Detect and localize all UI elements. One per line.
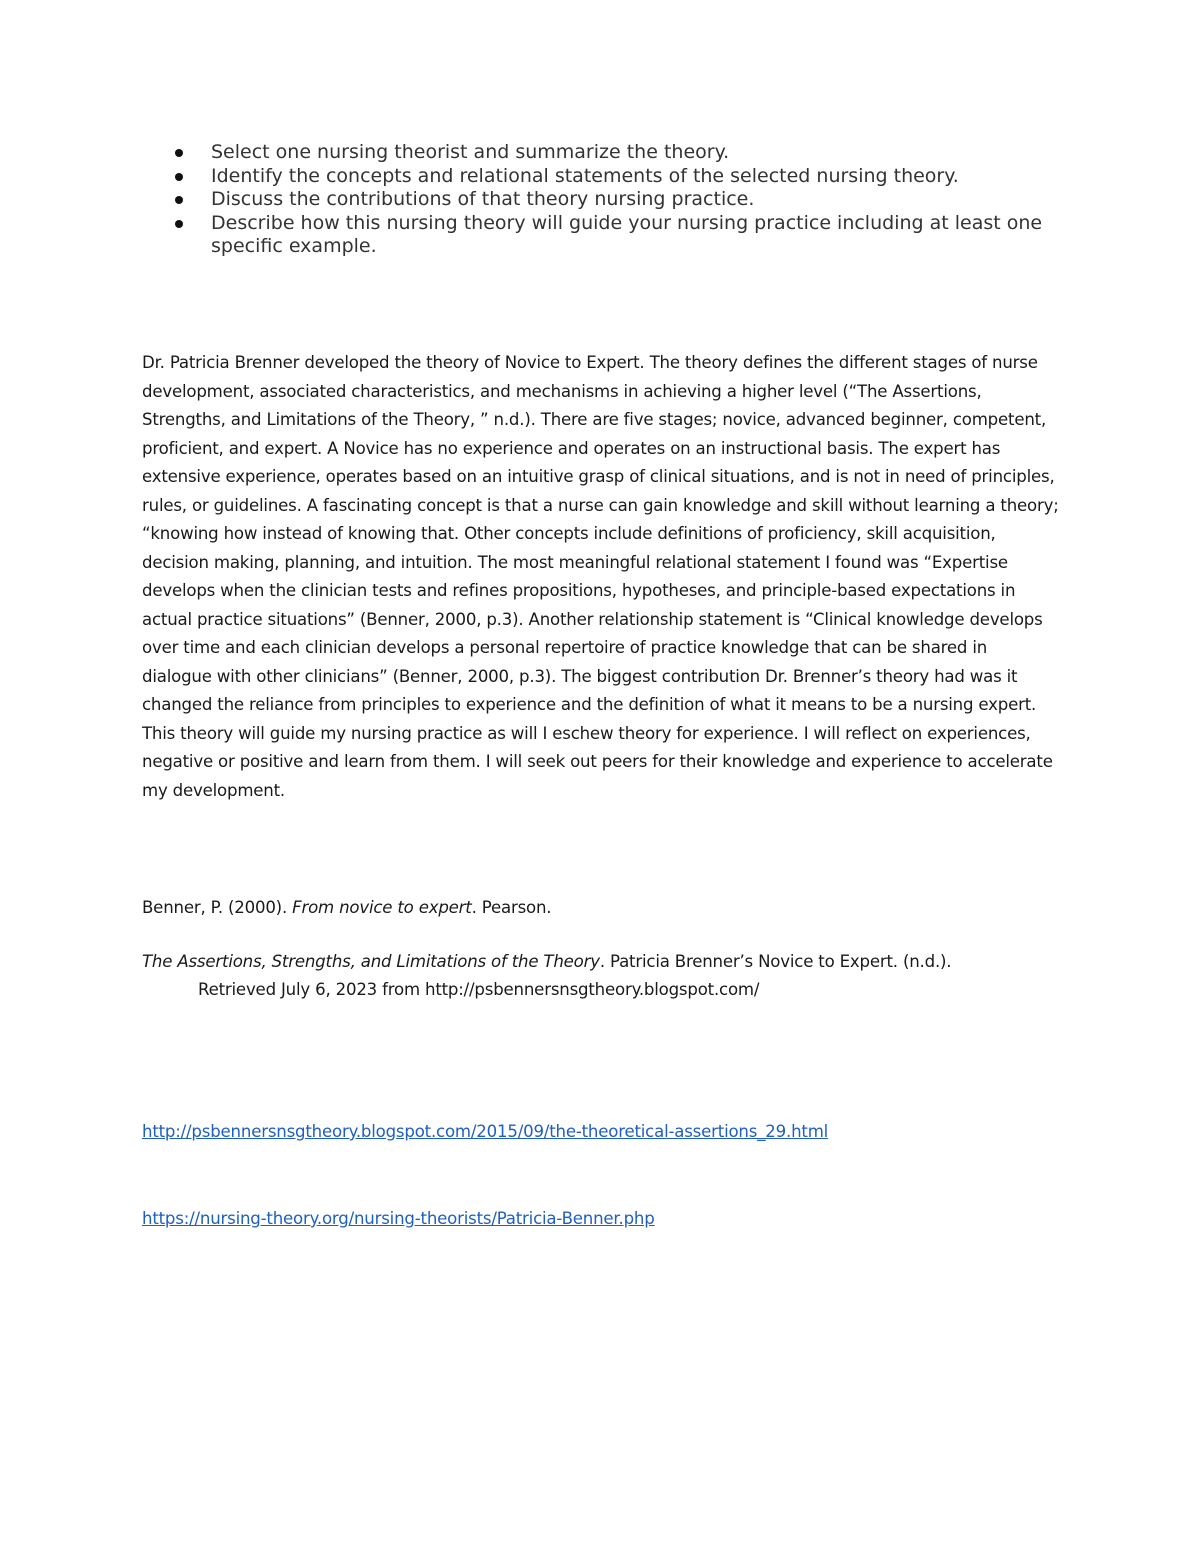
bullet-icon bbox=[175, 196, 183, 204]
bullet-icon bbox=[175, 220, 183, 228]
instruction-item bbox=[173, 165, 1053, 189]
link-blogspot[interactable]: http://psbennersnsgtheory.blogspot.com/2015/09/the-theoretical-assertions_29.html bbox=[142, 1122, 829, 1141]
bullet-icon bbox=[175, 173, 183, 181]
essay-paragraph: Dr. Patricia Brenner developed the theory of Novice to Expert. The theory defines the different stages of nurse development, associated characteristics, and mechanisms in achieving a higher level (“The Assertions, Strengths, and Limitations of the Theory, ” n.d.). There are five stages; novice, advanced beginner, competent, proficient, and expert. A Novice has no experience and operates on an instructional basis. The expert has extensive experience, operates based on an intuitive grasp of clinical situations, and is not in need of principles, rules, or guidelines. A fascinating concept is that a nurse can gain knowledge and skill without learning a theory; “knowing how instead of knowing that. Other concepts include definitions of proficiency, skill acquisition, decision making, planning, and intuition. The most meaningful relational statement I found was “Expertise develops when the clinician tests and refines propositions, hypotheses, and principle-based expectations in actual practice situations” (Benner, 2000, p.3). Another relationship statement is “Clinical knowledge develops over time and each clinician develops a personal repertoire of practice knowledge that can be shared in dialogue with other clinicians” (Benner, 2000, p.3). The biggest contribution Dr. Brenner’s theory had was it changed the reliance from principles to experience and the definition of what it means to be a nursing expert. This theory will guide my nursing practice as will I eschew theory for experience. I will reflect on experiences, negative or positive and learn from them. I will seek out peers for their knowledge and experience to accelerate my development. bbox=[142, 353, 1059, 800]
reference-title: From novice to expert bbox=[292, 898, 472, 917]
reference-retrieved: Retrieved July 6, 2023 from http://psbennersnsgtheory.blogspot.com/ bbox=[198, 980, 760, 999]
reference-suffix: . Pearson. bbox=[471, 898, 552, 917]
instruction-item bbox=[173, 212, 1053, 259]
instruction-text: Discuss the contributions of that theory nursing practice. bbox=[211, 188, 755, 210]
instruction-text: Describe how this nursing theory will guide your nursing practice including at least one specific example. bbox=[211, 211, 1043, 257]
reference-prefix: Benner, P. (2000). bbox=[142, 898, 293, 917]
reference-title: The Assertions, Strengths, and Limitations of the Theory bbox=[142, 952, 600, 971]
instruction-text: Identify the concepts and relational statements of the selected nursing theory. bbox=[211, 164, 959, 187]
instruction-list bbox=[173, 141, 1053, 259]
reference-benner bbox=[142, 894, 1062, 922]
link-nursing-theory[interactable]: https://nursing-theory.org/nursing-theorists/Patricia-Benner.php bbox=[142, 1209, 655, 1228]
bullet-icon bbox=[175, 149, 183, 157]
instruction-item bbox=[173, 141, 1053, 165]
reference-assertions bbox=[142, 948, 1062, 1004]
reference-suffix: . Patricia Brenner’s Novice to Expert. (n.d.). bbox=[599, 952, 952, 971]
instruction-text: Select one nursing theorist and summarize the theory. bbox=[211, 141, 730, 163]
instruction-item bbox=[173, 188, 1053, 212]
